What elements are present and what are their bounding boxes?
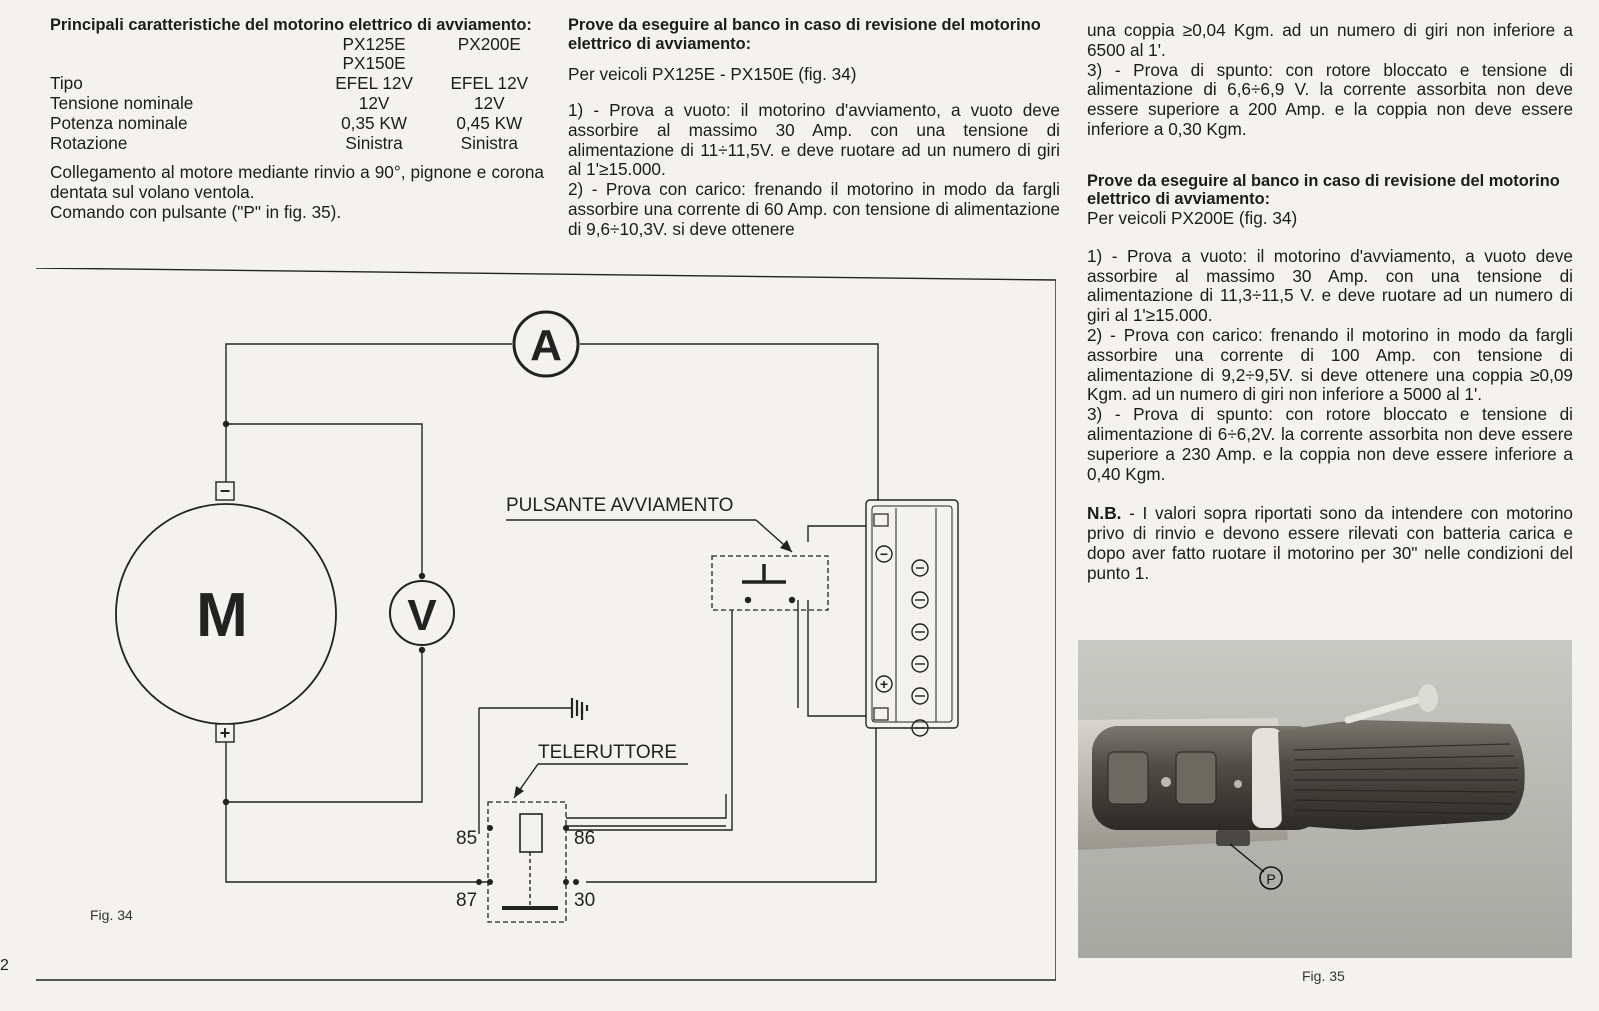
voltmeter-symbol: V: [407, 591, 437, 640]
test-item: 2) - Prova con carico: frenando il motorino in modo da fargli assorbire una corrente di 100 Amp. con tensione di alimentazione di 9,2÷9,5V. si deve ottenere una coppia ≥0,09 Kgm. ad un numero di giri non inferiore a 5000 al 1'.: [1087, 324, 1573, 405]
p-marker-label: P: [1266, 871, 1276, 887]
spec-value-a: Sinistra: [345, 132, 403, 153]
column-3: [1087, 21, 1573, 584]
relay-coil: [520, 814, 542, 852]
spec-label: Potenza nominale: [50, 112, 188, 133]
nb-note: [1087, 504, 1573, 583]
test-item: 3) - Prova di spunto: con rotore bloccato e tensione di alimentazione di 6,6÷6,9 V. la corrente assorbita non deve essere superiore a 200 Amp. e la coppia non deve essere inferiore a 0,30 Kgm.: [1087, 59, 1573, 139]
motor-plus-terminal: +: [219, 723, 231, 743]
test-item: 1) - Prova a vuoto: il motorino d'avviamento, a vuoto deve assorbire al massimo 30 Amp. con una tensione di alimentazione di 11,3÷11,5 V. e deve ruotare ad un numero di giri al 1'≥15.000.: [1087, 245, 1573, 326]
column-1: [50, 16, 544, 223]
spec-value-b: 12V: [474, 92, 505, 113]
tests-heading-px200: Prove da eseguire al banco in caso di revisione del motorino elettrico di avviamento:: [1087, 171, 1560, 209]
fig-34-caption: Fig. 34: [90, 907, 133, 923]
test-continuation: una coppia ≥0,04 Kgm. ad un numero di giri non inferiore a 6500 al 1'.: [1087, 20, 1573, 60]
column-2: [568, 16, 1060, 240]
nb-label: N.B.: [1087, 503, 1122, 524]
specs-row: [50, 94, 544, 114]
battery-minus: −: [879, 546, 889, 562]
tests-heading-px125: Prove da eseguire al banco in caso di revisione del motorino elettrico di avviamento:: [568, 16, 1041, 53]
specs-row: [50, 114, 544, 134]
spec-value-b: 0,45 KW: [456, 112, 523, 133]
motor-symbol: M: [196, 581, 248, 650]
test-item: 2) - Prova con carico: frenando il motorino in modo da fargli assorbire una corrente di 60 Amp. con tensione di alimentazione di 9,6÷10,3V. si deve ottenere: [568, 179, 1060, 239]
spec-value-a: 0,35 KW: [341, 112, 408, 133]
relay-label: TELERUTTORE: [538, 742, 678, 763]
connection-paragraph: Collegamento al motore mediante rinvio a 90°, pignone e corona dentata sul volano ventola.: [50, 162, 544, 203]
vehicles-px200: Per veicoli PX200E (fig. 34): [1087, 207, 1298, 228]
spec-value-b: Sinistra: [460, 132, 518, 153]
specs-col-a-header: PX125E PX150E: [342, 33, 406, 74]
specs-table: [50, 35, 544, 154]
spec-value-a: 12V: [358, 92, 390, 113]
wiring-diagram: [36, 268, 1056, 982]
vehicles-px125: Per veicoli PX125E - PX150E (fig. 34): [568, 64, 857, 85]
test-item: 1) - Prova a vuoto: il motorino d'avviamento, a vuoto deve assorbire al massimo 30 Amp. con una tensione di alimentazione di 11÷11,5V. e deve ruotare ad un numero di giri al 1'≥15.000.: [568, 99, 1060, 180]
spec-value-b: EFEL 12V: [450, 73, 529, 94]
command-paragraph: Comando con pulsante ("P" in fig. 35).: [50, 201, 342, 222]
ground-icon: [572, 698, 587, 720]
spec-value-a: EFEL 12V: [335, 73, 413, 94]
handlebar-photo: [1078, 640, 1572, 958]
battery-plus: +: [879, 676, 889, 692]
specs-row: [50, 74, 544, 94]
relay-terminal-86: 86: [574, 828, 596, 849]
relay-terminal-87: 87: [456, 890, 478, 911]
spec-label: Tipo: [50, 73, 83, 94]
button-label: PULSANTE AVVIAMENTO: [506, 495, 734, 516]
fig-35-caption: Fig. 35: [1302, 968, 1345, 984]
specs-col-b-header: PX200E: [457, 33, 521, 54]
spec-label: Rotazione: [50, 132, 128, 153]
relay-terminal-30: 30: [574, 890, 596, 911]
motor-minus-terminal: −: [219, 481, 231, 501]
page-number: 2: [0, 957, 9, 974]
test-item: 3) - Prova di spunto: con rotore bloccato e tensione di alimentazione di 6÷6,2V. la corrente assorbita non deve essere superiore a 230 Amp. e la coppia non deve essere inferiore a 0,40 Kgm.: [1087, 404, 1573, 484]
ammeter-symbol: A: [530, 321, 562, 370]
spec-label: Tensione nominale: [50, 92, 194, 113]
nb-text: - I valori sopra riportati sono da intendere con motorino privo di rinvio e devono essere rilevati con batteria carica e dopo aver fatto ruotare il motorino per 30" nelle condizioni del punto 1.: [1087, 503, 1573, 583]
specs-heading: Principali caratteristiche del motorino elettrico di avviamento:: [50, 16, 532, 34]
specs-row: [50, 134, 544, 154]
relay-terminal-85: 85: [456, 828, 478, 849]
